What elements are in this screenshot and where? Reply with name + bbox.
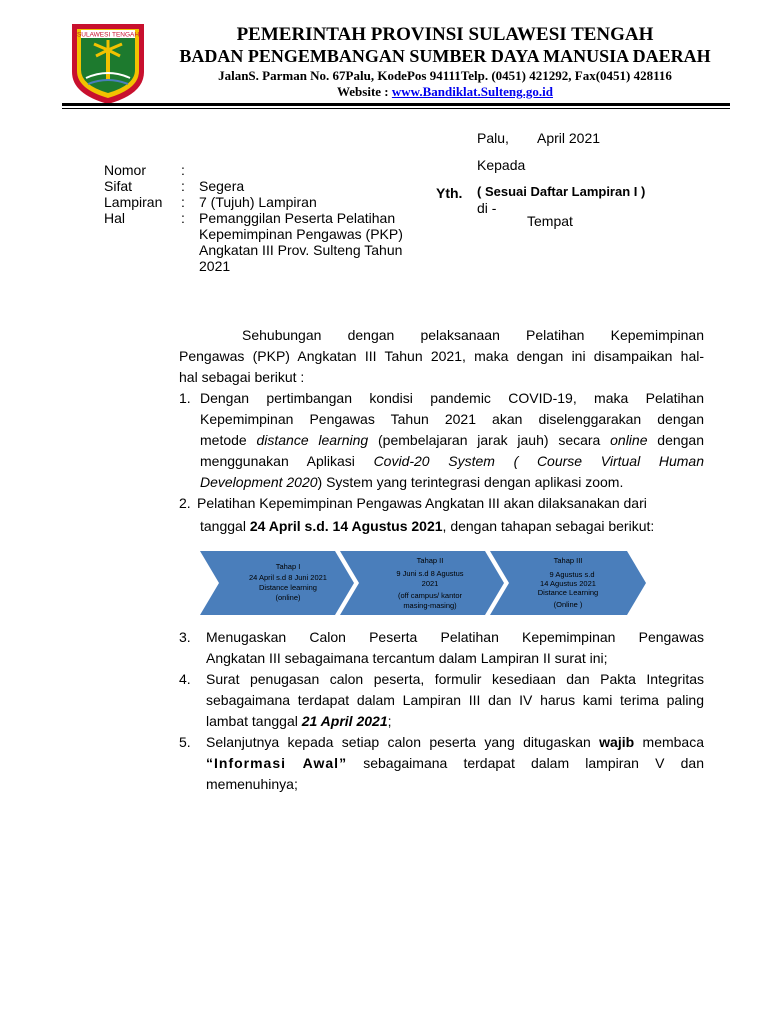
meta-sifat-value: Segera [199, 178, 245, 194]
meta-hal-line-1: Pemanggilan Peserta Pelatihan [199, 210, 396, 226]
stage-2-line-1: 9 Juni s.d 8 Agustus [396, 569, 464, 578]
item-1-line-4-a: menggunakan Aplikasi [200, 453, 374, 469]
meta-lampiran-value: 7 (Tujuh) Lampiran [199, 194, 317, 210]
item-5-line-1-c: membaca [634, 734, 705, 750]
item-4-line-1: Surat penugasan calon peserta, formulir kesediaan dan Pakta Integritas [206, 671, 704, 687]
recipient-di: di - [477, 200, 497, 216]
item-1-line-3-c: (pembelajaran jarak jauh) secara [368, 432, 611, 448]
item-5-line-2-b: sebagaimana terdapat dalam lampiran V dan [347, 755, 704, 771]
header-line-2: BADAN PENGEMBANGAN SUMBER DAYA MANUSIA DAERAH [179, 46, 711, 66]
item-1-line-3-e: dengan [647, 432, 704, 448]
item-5-line-1-a: Selanjutnya kepada setiap calon peserta yang ditugaskan [206, 734, 600, 750]
item-4-line-2: sebagaimana terdapat dalam Lampiran III dan IV harus kami terima paling [206, 692, 704, 708]
meta-hal-line-3: Angkatan III Prov. Sulteng Tahun [199, 242, 403, 258]
meta-nomor-colon: : [181, 162, 185, 178]
stage-3-line-4: (Online ) [553, 600, 583, 609]
item-1-line-3-a: metode [200, 432, 257, 448]
item-1-number: 1. [179, 390, 191, 406]
meta-hal-line-4: 2021 [199, 258, 231, 274]
meta-sifat-label: Sifat [104, 178, 133, 194]
item-1-line-2: Kepemimpinan Pengawas Tahun 2021 akan diselenggarakan dengan [200, 411, 704, 427]
item-1-line-3-d: online [610, 432, 648, 448]
item-1-line-3 [200, 430, 704, 451]
item-2-line-2-a: tanggal [200, 518, 250, 534]
item-2-line-2-b: 24 April s.d. 14 Agustus 2021 [249, 518, 443, 534]
recipient-tempat: Tempat [527, 213, 573, 229]
header-address: JalanS. Parman No. 67Palu, KodePos 94111Telp. (0451) 421292, Fax(0451) 428116 [218, 68, 672, 83]
stage-3-line-2: 14 Agustus 2021 [540, 579, 596, 588]
item-4-line-3-c: ; [387, 713, 392, 729]
intro-line-1: Sehubungan dengan pelaksanaan Pelatihan Kepemimpinan [242, 327, 704, 343]
item-4-line-3-b: 21 April 2021 [301, 713, 388, 729]
item-1-line-5 [200, 472, 704, 493]
item-1-line-1: Dengan pertimbangan kondisi pandemic COVID-19, maka Pelatihan [200, 390, 704, 406]
website-link[interactable]: www.Bandiklat.Sulteng.go.id [391, 84, 553, 99]
stage-2-line-3: (off campus/ kantor [397, 591, 463, 600]
item-4-number: 4. [179, 671, 191, 687]
item-3-line-2: Angkatan III sebagaimana tercantum dalam Lampiran II surat ini; [206, 650, 608, 666]
meta-lampiran-colon: : [181, 194, 185, 210]
item-2-line-2 [200, 516, 704, 537]
stage-3-line-3: Distance Learning [537, 588, 599, 597]
date-city: Palu, [477, 130, 509, 146]
website-label: Website : [337, 84, 392, 99]
item-1-line-4-b: Covid-20 System ( Course Virtual Human [373, 453, 704, 469]
stage-1-line-3: (online) [275, 593, 301, 602]
stage-2-title: Tahap II [416, 556, 444, 565]
meta-nomor-label: Nomor [104, 162, 147, 178]
item-2-number: 2. [179, 495, 191, 511]
item-5-line-2-a: “Informasi Awal” [206, 755, 348, 771]
stage-1-line-1: 24 April s.d 8 Juni 2021 [249, 573, 327, 582]
stage-1-title: Tahap I [275, 562, 301, 571]
meta-hal-line-2: Kepemimpinan Pengawas (PKP) [199, 226, 403, 242]
item-5-line-2 [206, 753, 704, 774]
intro-line-3: hal sebagai berikut : [179, 369, 305, 385]
item-5-line-1 [206, 732, 704, 753]
stage-3-title: Tahap III [553, 556, 583, 565]
recipient-name: ( Sesuai Daftar Lampiran I ) [477, 184, 646, 199]
item-3-number: 3. [179, 629, 191, 645]
stage-2-line-4: masing-masing) [403, 601, 457, 610]
item-3-line-1: Menugaskan Calon Peserta Pelatihan Kepemimpinan Pengawas [206, 629, 704, 645]
item-2-line-2-c: , dengan tahapan sebagai berikut: [442, 518, 655, 534]
recipient-yth: Yth. [436, 185, 463, 201]
recipient-kepada: Kepada [477, 157, 526, 173]
stages-diagram [200, 549, 648, 617]
item-4-line-3-a: lambat tanggal [206, 713, 302, 729]
header-rule-thick [62, 103, 730, 106]
meta-sifat-colon: : [181, 178, 185, 194]
item-1-line-5-a: Development 2020 [200, 474, 318, 490]
item-2-line-1: Pelatihan Kepemimpinan Pengawas Angkatan III akan dilaksanakan dari [197, 495, 647, 511]
date-month-year: April 2021 [537, 130, 601, 146]
meta-lampiran-label: Lampiran [104, 194, 163, 210]
item-1-line-5-b: ) System yang terintegrasi dengan aplikasi zoom. [317, 474, 624, 490]
stage-2-line-2: 2021 [421, 579, 439, 588]
meta-hal-colon: : [181, 210, 185, 226]
item-1-line-3-b: distance learning [256, 432, 369, 448]
header-line-1: PEMERINTAH PROVINSI SULAWESI TENGAH [236, 24, 654, 45]
intro-line-2: Pengawas (PKP) Angkatan III Tahun 2021, maka dengan ini disampaikan hal- [179, 348, 704, 364]
header-rule-thin [62, 108, 730, 109]
header-website [150, 84, 740, 100]
government-logo [68, 20, 148, 106]
logo-text: SULAWESI TENGAH [76, 31, 140, 39]
meta-hal-label: Hal [104, 210, 126, 226]
item-1-line-4 [200, 451, 704, 472]
stage-3-line-1: 9 Agustus s.d [549, 570, 595, 579]
item-4-line-3 [206, 711, 704, 732]
item-5-line-1-b: wajib [599, 734, 635, 750]
item-5-number: 5. [179, 734, 191, 750]
item-5-line-3: memenuhinya; [206, 776, 298, 792]
stage-1-line-2: Distance learning [259, 583, 317, 592]
